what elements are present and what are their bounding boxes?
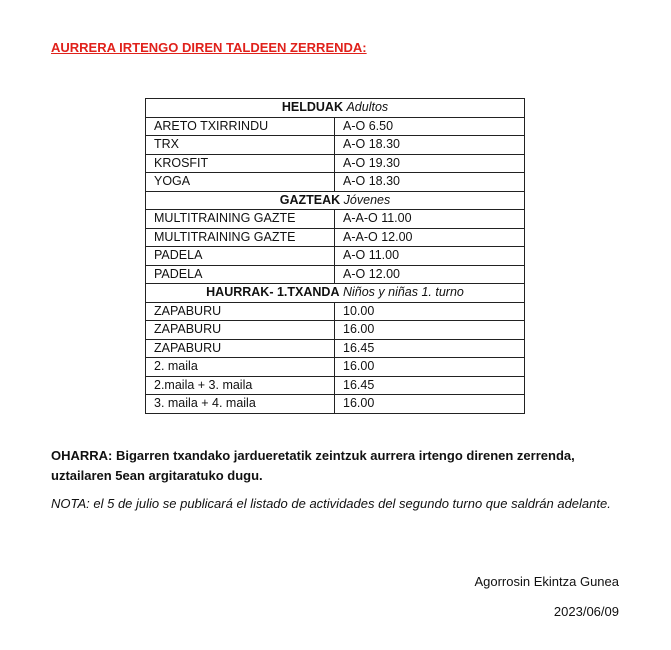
note-basque: OHARRA: Bigarren txandako jardueretatik zeintzuk aurrera irtengo direnen zerrenda, uztailaren 5ean argitaratuko dugu. — [51, 448, 575, 483]
schedule-table — [145, 98, 525, 414]
activity-cell: YOGA — [146, 173, 335, 192]
table-row — [146, 228, 525, 247]
section-header-row — [146, 284, 525, 303]
table-row — [146, 302, 525, 321]
schedule-cell: A-O 18.30 — [335, 173, 525, 192]
table-row — [146, 210, 525, 229]
table-row — [146, 117, 525, 136]
schedule-cell: 16.00 — [335, 321, 525, 340]
activity-cell: ARETO TXIRRINDU — [146, 117, 335, 136]
table-row — [146, 321, 525, 340]
table-row — [146, 395, 525, 414]
schedule-cell: A-O 6.50 — [335, 117, 525, 136]
activity-cell: 2. maila — [146, 358, 335, 377]
table-row — [146, 154, 525, 173]
activity-cell: PADELA — [146, 265, 335, 284]
document-heading: AURRERA IRTENGO DIREN TALDEEN ZERRENDA: — [51, 40, 367, 55]
table-row — [146, 358, 525, 377]
section-header-haurrak — [146, 284, 525, 303]
activity-cell: MULTITRAINING GAZTE — [146, 228, 335, 247]
table-row — [146, 265, 525, 284]
activity-cell: ZAPABURU — [146, 321, 335, 340]
section-subtitle: Adultos — [346, 100, 389, 115]
schedule-cell: A-O 11.00 — [335, 247, 525, 266]
table-row — [146, 339, 525, 358]
schedule-cell: 10.00 — [335, 302, 525, 321]
schedule-cell: A-A-O 11.00 — [335, 210, 525, 229]
section-header-gazteak — [146, 191, 525, 210]
section-subtitle: Jóvenes — [343, 192, 391, 207]
activity-cell: MULTITRAINING GAZTE — [146, 210, 335, 229]
note-spanish: NOTA: el 5 de julio se publicará el listado de actividades del segundo turno que saldrán adelante. — [51, 496, 611, 511]
activity-cell: 3. maila + 4. maila — [146, 395, 335, 414]
section-title: GAZTEAK — [279, 192, 341, 207]
schedule-cell: A-A-O 12.00 — [335, 228, 525, 247]
schedule-cell: A-O 19.30 — [335, 154, 525, 173]
table-row — [146, 247, 525, 266]
table-row — [146, 173, 525, 192]
section-header-row — [146, 99, 525, 118]
activity-cell: KROSFIT — [146, 154, 335, 173]
activity-cell: 2.maila + 3. maila — [146, 376, 335, 395]
document-date: 2023/06/09 — [553, 604, 619, 619]
schedule-cell: 16.00 — [335, 358, 525, 377]
table-row — [146, 136, 525, 155]
table-row — [146, 376, 525, 395]
schedule-cell: 16.45 — [335, 339, 525, 358]
section-header-helduak — [146, 99, 525, 118]
schedule-cell: 16.00 — [335, 395, 525, 414]
section-title: HELDUAK — [281, 100, 343, 115]
schedule-cell: A-O 12.00 — [335, 265, 525, 284]
activity-cell: PADELA — [146, 247, 335, 266]
section-subtitle: Niños y niñas 1. turno — [342, 285, 464, 300]
activity-cell: ZAPABURU — [146, 302, 335, 321]
activity-cell: ZAPABURU — [146, 339, 335, 358]
section-header-row — [146, 191, 525, 210]
schedule-cell: A-O 18.30 — [335, 136, 525, 155]
section-title: HAURRAK- 1.TXANDA — [206, 285, 340, 300]
schedule-cell: 16.45 — [335, 376, 525, 395]
activity-cell: TRX — [146, 136, 335, 155]
signature: Agorrosin Ekintza Gunea — [474, 574, 619, 589]
